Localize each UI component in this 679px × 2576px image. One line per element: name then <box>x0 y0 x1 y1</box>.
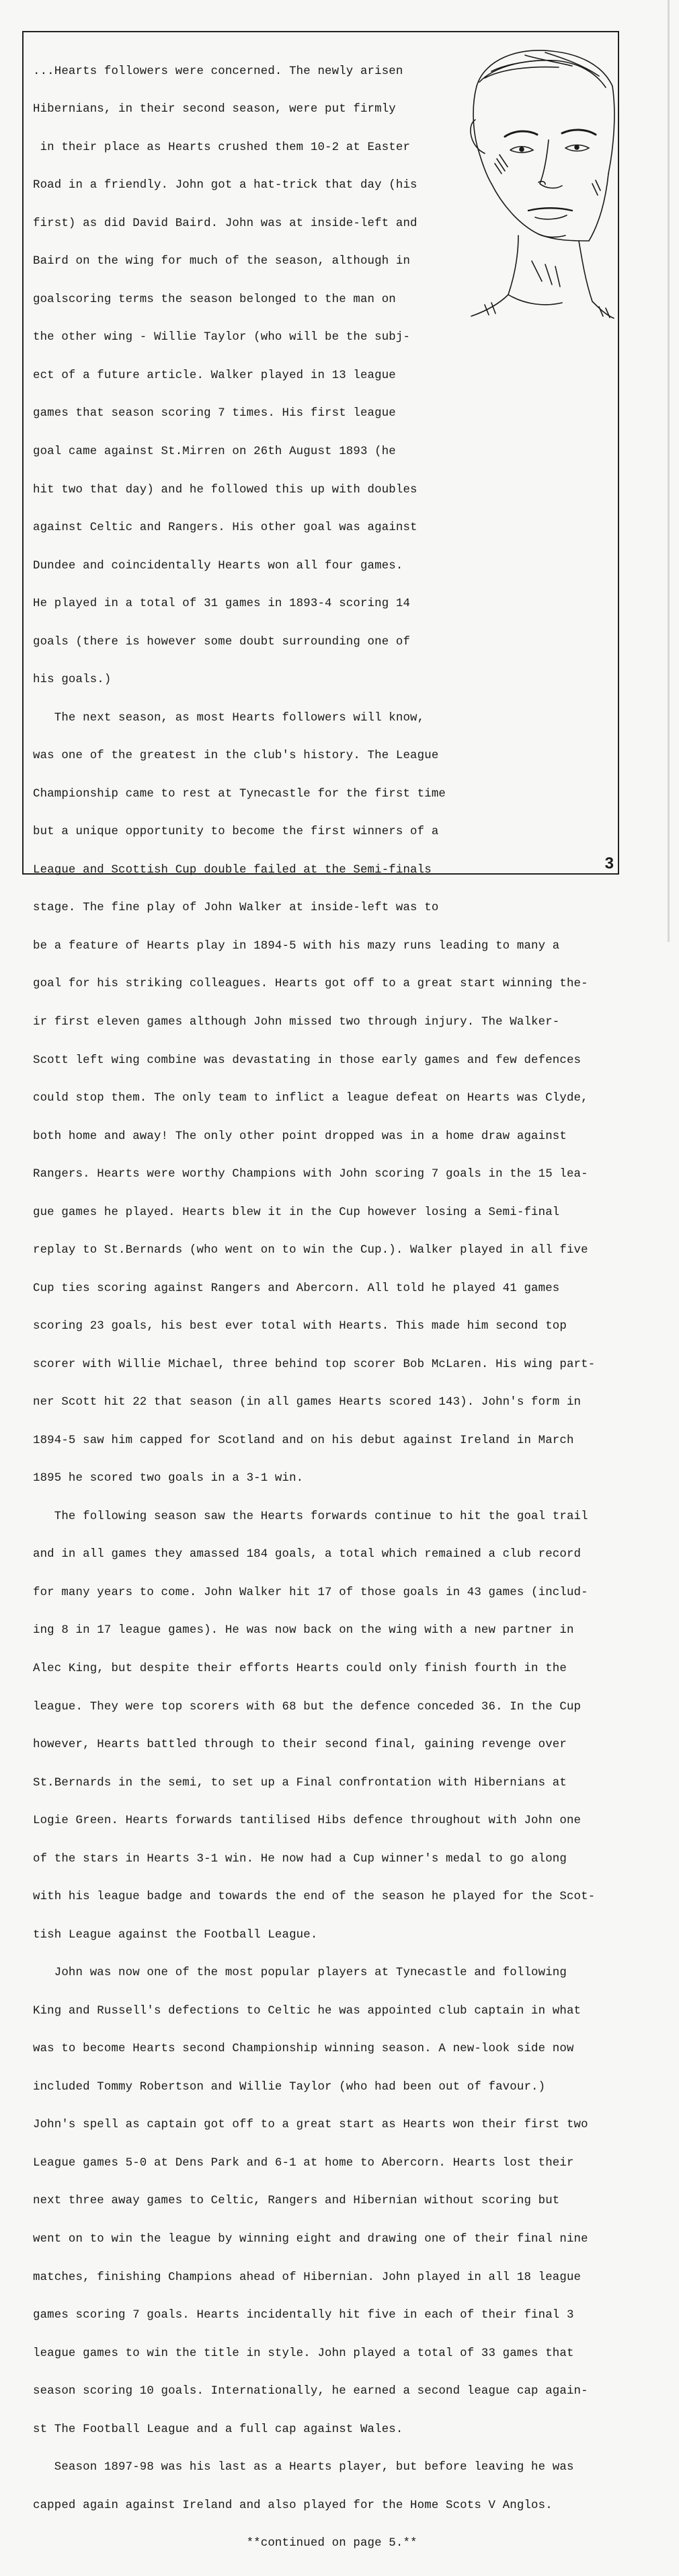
scan-edge <box>668 0 670 942</box>
article-line: Logie Green. Hearts forwards tantilised Hibs defence throughout with John one <box>33 1814 582 1828</box>
article-line: scorer with Willie Michael, three behind top scorer Bob McLaren. His wing part- <box>33 1358 596 1371</box>
article-line: was one of the greatest in the club's history. The League <box>33 749 439 763</box>
article-line: season scoring 10 goals. Internationally, he earned a second league cap again- <box>33 2385 588 2398</box>
article-line: Championship came to rest at Tynecastle for the first time <box>33 787 446 801</box>
article-line: John was now one of the most popular players at Tynecastle and following <box>33 1966 567 1980</box>
article-line: goal came against St.Mirren on 26th August 1893 (he <box>33 445 396 458</box>
article-line: went on to win the league by winning eight and drawing one of their final nine <box>33 2232 588 2246</box>
article-line: his goals.) <box>33 673 112 687</box>
article-line: matches, finishing Champions ahead of Hibernian. John played in all 18 league <box>33 2271 582 2284</box>
article-line: Rangers. Hearts were worthy Champions with John scoring 7 goals in the 15 lea- <box>33 1168 588 1181</box>
article-line: st The Football League and a full cap against Wales. <box>33 2423 403 2436</box>
article-line: Scott left wing combine was devastating in those early games and few defences <box>33 1054 582 1067</box>
article-line: gue games he played. Hearts blew it in the Cup however losing a Semi-final <box>33 1206 560 1219</box>
article-line: ...Hearts followers were concerned. The newly arisen <box>33 65 403 78</box>
article-line: in their place as Hearts crushed them 10-2 at Easter <box>33 141 411 154</box>
article-line: Dundee and coincidentally Hearts won all four games. <box>33 559 403 573</box>
article-line: games scoring 7 goals. Hearts incidentally hit five in each of their final 3 <box>33 2309 574 2322</box>
article-line: games that season scoring 7 times. His first league <box>33 407 396 420</box>
article-line: League games 5-0 at Dens Park and 6-1 at home to Abercorn. Hearts lost their <box>33 2156 574 2170</box>
continued-note: **continued on page 5.** <box>33 2537 417 2550</box>
article-line: was to become Hearts second Championship winning season. A new-look side now <box>33 2043 574 2056</box>
article-line: and in all games they amassed 184 goals, a total which remained a club record <box>33 1548 582 1561</box>
article-line: capped again against Ireland and also played for the Home Scots V Anglos. <box>33 2499 553 2512</box>
article-line: He played in a total of 31 games in 1893-4 scoring 14 <box>33 597 411 611</box>
article-line: Season 1897-98 was his last as a Hearts player, but before leaving he was <box>33 2461 574 2474</box>
article-line: replay to St.Bernards (who went on to win the Cup.). Walker played in all five <box>33 1244 588 1257</box>
article-line: hit two that day) and he followed this up with doubles <box>33 483 417 496</box>
article-line: stage. The fine play of John Walker at inside-left was to <box>33 901 439 915</box>
article-line: be a feature of Hearts play in 1894-5 with his mazy runs leading to many a <box>33 939 560 953</box>
article-line: goalscoring terms the season belonged to the man on <box>33 293 396 306</box>
article-line: League and Scottish Cup double failed at the Semi-finals <box>33 863 432 877</box>
article-line: however, Hearts battled through to their second final, gaining revenge over <box>33 1738 567 1752</box>
article-line: league. They were top scorers with 68 but the defence conceded 36. In the Cup <box>33 1700 582 1714</box>
page-number: 3 <box>604 854 614 873</box>
article-line: 1895 he scored two goals in a 3-1 win. <box>33 1472 304 1485</box>
article-line: both home and away! The only other point dropped was in a home draw against <box>33 1130 567 1143</box>
article-line: ir first eleven games although John missed two through injury. The Walker- <box>33 1015 560 1029</box>
article-line: with his league badge and towards the end of the season he played for the Scot- <box>33 1890 596 1904</box>
article-line: Road in a friendly. John got a hat-trick that day (his <box>33 179 417 192</box>
article-line: goals (there is however some doubt surrounding one of <box>33 635 411 649</box>
article-line: Cup ties scoring against Rangers and Abercorn. All told he played 41 games <box>33 1282 560 1295</box>
article-line: Alec King, but despite their efforts Hearts could only finish fourth in the <box>33 1662 567 1675</box>
article-line: Baird on the wing for much of the season, although in <box>33 255 411 268</box>
article-line: included Tommy Robertson and Willie Taylor (who had been out of favour.) <box>33 2080 546 2094</box>
article-line: Hibernians, in their second season, were put firmly <box>33 103 396 116</box>
article-line: The next season, as most Hearts followers will know, <box>33 711 425 725</box>
article-line: 1894-5 saw him capped for Scotland and on his debut against Ireland in March <box>33 1434 574 1447</box>
article-line: St.Bernards in the semi, to set up a Final confrontation with Hibernians at <box>33 1776 567 1790</box>
article-line: ing 8 in 17 league games). He was now back on the wing with a new partner in <box>33 1624 574 1637</box>
article-line: but a unique opportunity to become the first winners of a <box>33 825 439 839</box>
article-line: league games to win the title in style. John played a total of 33 games that <box>33 2347 574 2360</box>
article-line: The following season saw the Hearts forwards continue to hit the goal trail <box>33 1510 588 1523</box>
article-line: ect of a future article. Walker played in 13 league <box>33 369 396 382</box>
article-line: ner Scott hit 22 that season (in all games Hearts scored 143). John's form in <box>33 1396 582 1409</box>
article-body <box>33 40 616 2576</box>
article-line: scoring 23 goals, his best ever total with Hearts. This made him second top <box>33 1320 567 1333</box>
article-line: tish League against the Football League. <box>33 1928 318 1942</box>
article-line: of the stars in Hearts 3-1 win. He now had a Cup winner's medal to go along <box>33 1852 567 1866</box>
article-line: first) as did David Baird. John was at inside-left and <box>33 217 417 230</box>
article-line: could stop them. The only team to inflict a league defeat on Hearts was Clyde, <box>33 1092 588 1105</box>
article-line: next three away games to Celtic, Rangers and Hibernian without scoring but <box>33 2195 560 2208</box>
article-frame <box>22 31 619 2550</box>
article-line: goal for his striking colleagues. Hearts got off to a great start winning the- <box>33 978 588 991</box>
article-line: for many years to come. John Walker hit 17 of those goals in 43 games (includ- <box>33 1586 588 1599</box>
article-line: against Celtic and Rangers. His other goal was against <box>33 521 417 535</box>
article-line: John's spell as captain got off to a great start as Hearts won their first two <box>33 2119 588 2132</box>
article-line: the other wing - Willie Taylor (who will be the subj- <box>33 331 411 344</box>
article-line: King and Russell's defections to Celtic he was appointed club captain in what <box>33 2004 582 2018</box>
